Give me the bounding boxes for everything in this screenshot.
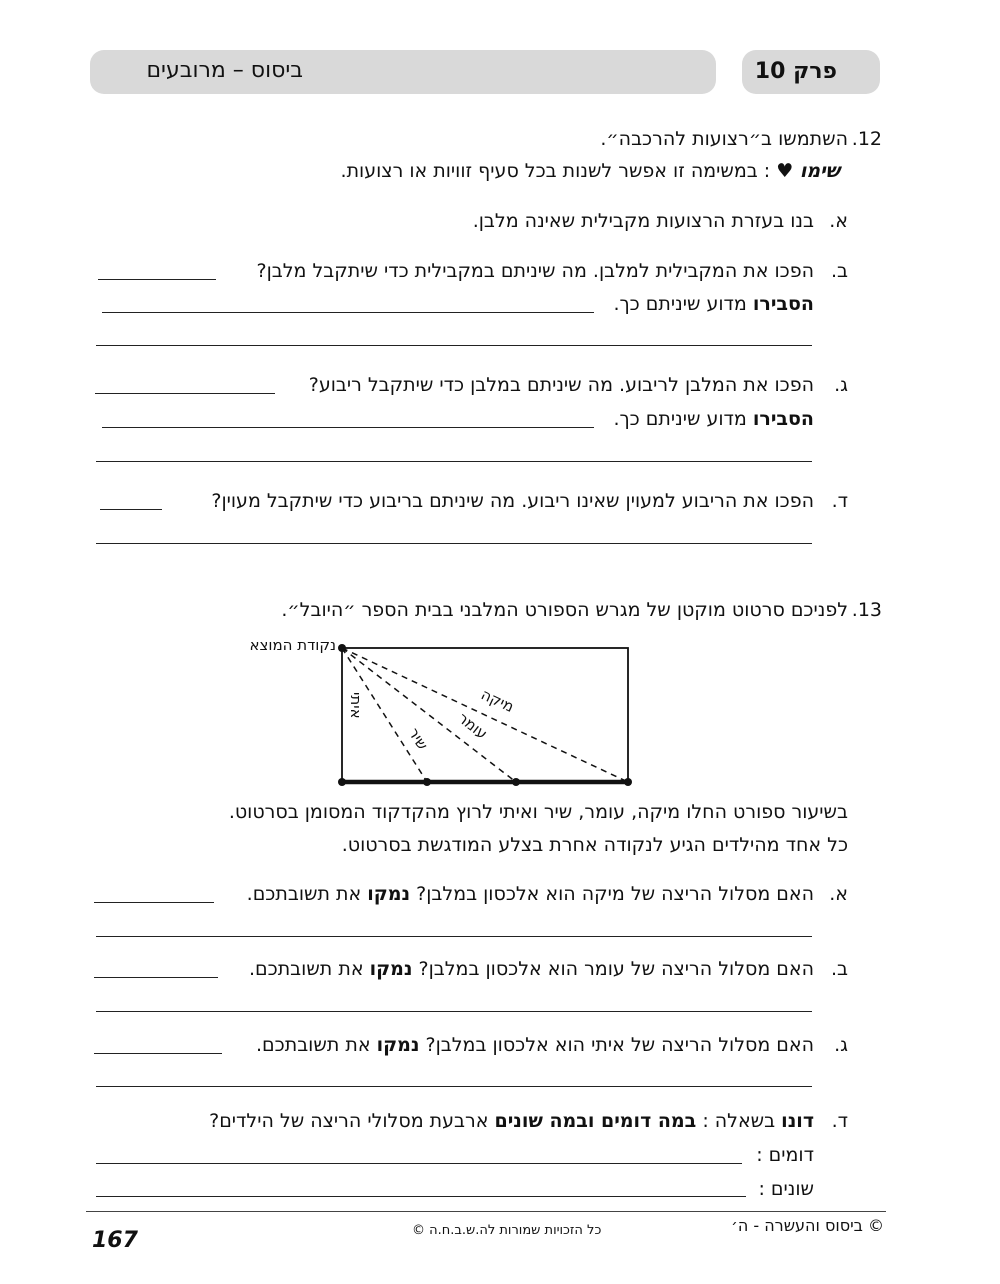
chapter-label: פרק 10 xyxy=(754,59,837,84)
q13-line2: כל אחד מהילדים הגיע לנקודה אחרת בצלע המודגשת בסרטוט. xyxy=(341,834,848,856)
q12-c-explain-line[interactable] xyxy=(102,427,594,428)
rights-text: כל הזכויות שמורות לה.ש.ב.ח.ה © xyxy=(412,1223,602,1238)
q13-a-extra-line[interactable] xyxy=(96,936,812,937)
discuss-text: בשאלה : xyxy=(702,1110,776,1132)
origin-label: נקודת המוצא xyxy=(249,636,336,654)
similar-label: דומים : xyxy=(756,1144,814,1166)
q12-c-answer-line[interactable] xyxy=(95,393,275,394)
question-text: האם מסלול הריצה של עומר הוא אלכסון במלבן? xyxy=(418,958,814,980)
q13-a-text xyxy=(247,883,814,905)
point-shir xyxy=(423,778,431,786)
q12-intro: השתמשו ב״רצועות להרכבה״. xyxy=(600,128,848,150)
q13-a-label: א. xyxy=(829,883,848,905)
q13-c-text xyxy=(256,1034,814,1056)
q12-b-answer-line[interactable] xyxy=(98,279,216,280)
q12-b-explain xyxy=(613,293,814,315)
note-text: : במשימה זו אפשר לשנות בכל סעיף זוויות או רצועות. xyxy=(340,160,771,182)
q12-b-explain-line[interactable] xyxy=(102,312,594,313)
different-label: שונים : xyxy=(758,1178,814,1200)
field-diagram xyxy=(330,640,640,795)
explain-bold: הסבירו xyxy=(752,293,814,315)
q12-d-extra-line[interactable] xyxy=(96,543,812,544)
q12-b-extra-line[interactable] xyxy=(96,345,812,346)
origin-point xyxy=(338,644,346,652)
reason-rest: את תשובתכם. xyxy=(256,1034,371,1056)
page-title: ביסוס – מרובעים xyxy=(146,58,303,83)
different-answer-line[interactable] xyxy=(96,1196,746,1197)
q13-c-label: ג. xyxy=(834,1034,848,1056)
similar-different-bold: במה דומים ובמה שונים xyxy=(494,1110,697,1132)
q13-b-answer-line[interactable] xyxy=(94,977,218,978)
q12-b-text: הפכו את המקבילית למלבן. מה שיניתם במקבילית כדי שיתקבל מלבן? xyxy=(256,260,814,282)
q13-d-label: ד. xyxy=(831,1110,848,1132)
q12-c-extra-line[interactable] xyxy=(96,461,812,462)
note-mark: שימו ♥ xyxy=(776,160,840,182)
similar-answer-line[interactable] xyxy=(96,1163,742,1164)
q13-intro: לפניכם סרטוט מוקטן של מגרש הספורט המלבני בבית הספר ״היובל״. xyxy=(281,599,848,621)
q13-b-text xyxy=(249,958,814,980)
q12-a-label: א. xyxy=(829,210,848,232)
q13-a-answer-line[interactable] xyxy=(94,902,214,903)
point-mika xyxy=(624,778,632,786)
q13-number: .13 xyxy=(851,599,882,621)
q12-d-text: הפכו את הריבוע למעוין שאינו ריבוע. מה שיניתם בריבוע כדי שיתקבל מעוין? xyxy=(211,490,814,512)
q13-d-text xyxy=(209,1110,814,1132)
q12-note xyxy=(341,160,840,182)
q12-a-text: בנו בעזרת הרצועות מקבילית שאינה מלבן. xyxy=(472,210,814,232)
explain-rest: מדוע שיניתם כך. xyxy=(613,293,747,315)
q12-d-label: ד. xyxy=(831,490,848,512)
q12-c-explain xyxy=(613,408,814,430)
reason-bold: נמקו xyxy=(367,883,411,905)
page-number: 167 xyxy=(92,1228,138,1253)
question-text: האם מסלול הריצה של איתי הוא אלכסון במלבן? xyxy=(425,1034,814,1056)
reason-rest: את תשובתכם. xyxy=(249,958,364,980)
explain-bold: הסבירו xyxy=(752,408,814,430)
q12-number: .12 xyxy=(851,128,882,150)
q13-c-extra-line[interactable] xyxy=(96,1086,812,1087)
footer-divider xyxy=(86,1211,886,1212)
q13-b-extra-line[interactable] xyxy=(96,1011,812,1012)
q12-c-label: ג. xyxy=(834,374,848,396)
question-text: האם מסלול הריצה של מיקה הוא אלכסון במלבן? xyxy=(416,883,814,905)
q13-c-answer-line[interactable] xyxy=(94,1053,222,1054)
q12-b-label: ב. xyxy=(830,260,848,282)
discuss-rest: ארבעת מסלולי הריצה של הילדים? xyxy=(209,1110,489,1132)
path-omer xyxy=(342,648,516,782)
book-title: © ביסוס והעשרה - ה׳ xyxy=(731,1216,884,1235)
runner-mika-label: מיקה xyxy=(478,685,517,716)
reason-rest: את תשובתכם. xyxy=(246,883,362,905)
q13-b-label: ב. xyxy=(830,958,848,980)
q12-c-text: הפכו את המלבן לריבוע. מה שיניתם במלבן כדי שיתקבל ריבוע? xyxy=(308,374,814,396)
point-itay xyxy=(338,778,346,786)
reason-bold: נמקו xyxy=(376,1034,420,1056)
explain-rest: מדוע שיניתם כך. xyxy=(613,408,747,430)
q12-d-answer-line[interactable] xyxy=(100,509,162,510)
reason-bold: נמקו xyxy=(369,958,413,980)
q13-line1: בשיעור ספורט החלו מיקה, עומר, שיר ואיתי לרוץ מהקדקוד המסומן בסרטוט. xyxy=(228,801,848,823)
runner-itay-label: איתי xyxy=(347,692,365,719)
runner-omer-label: עומר xyxy=(454,708,491,743)
discuss-bold: דונו xyxy=(781,1110,814,1132)
runner-shir-label: שיר xyxy=(404,724,432,754)
point-omer xyxy=(512,778,520,786)
